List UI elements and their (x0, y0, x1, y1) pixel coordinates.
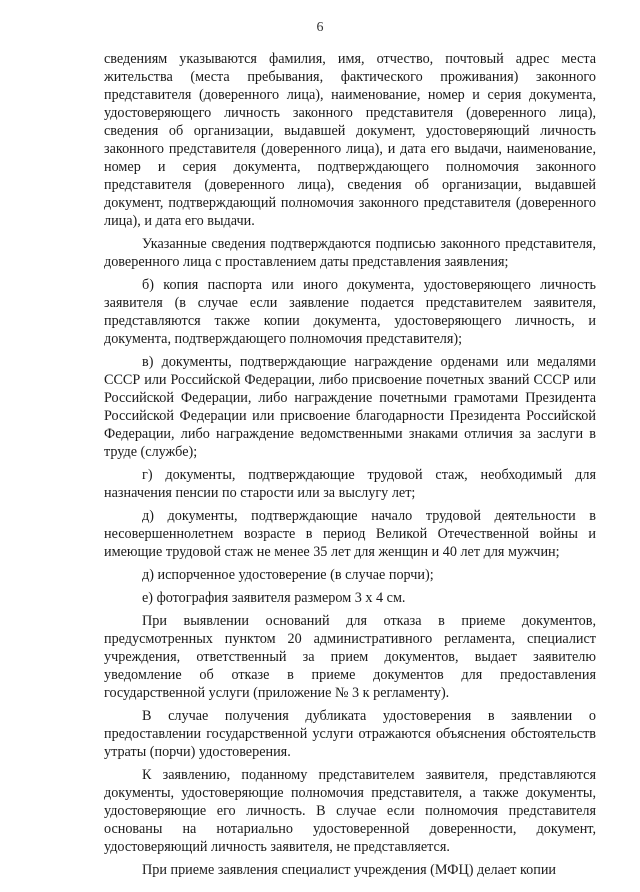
paragraph-item-g-work-experience: г) документы, подтверждающие трудовой стаж, необходимый для назначения пенсии по старости или за выслугу лет; (104, 467, 596, 501)
paragraph-representative-documents: К заявлению, поданному представителем заявителя, представляются документы, удостоверяющие полномочия представителя, а также документы, удостоверяющие его личность. В случае если полномочия представителя основаны на нотариально удостоверенной доверенности, документ, удостоверяющий личность заявителя, не представляется. (104, 767, 596, 855)
page-number: 6 (316, 20, 324, 35)
paragraph-refusal-grounds: При выявлении оснований для отказа в приеме документов, предусмотренных пунктом 20 административного регламента, специалист учреждения, ответственный за прием документов, выдает заявителю уведомление об отказе в приеме документов для предоставления государственной услуги (приложение № 3 к регламенту). (104, 613, 596, 701)
paragraph-item-v-award-documents: в) документы, подтверждающие награждение орденами или медалями СССР или Российской Федерации, либо присвоение почетных званий СССР или Российской Федерации, либо награждение почетными грамотами Президента Российской Федерации или присвоение благодарности Президента Российской Федерации, либо награждение ведомственными знаками отличия за заслуги в труде (службе); (104, 354, 596, 460)
paragraph-item-d-wartime-work: д) документы, подтверждающие начало трудовой деятельности в несовершеннолетнем возрасте в период Великой Отечественной войны и имеющие трудовой стаж не менее 35 лет для женщин и 40 лет для мужчин; (104, 508, 596, 560)
paragraph-item-d-damaged-certificate: д) испорченное удостоверение (в случае порчи); (142, 567, 434, 583)
paragraph-item-e-photo: е) фотография заявителя размером 3 х 4 см. (142, 590, 406, 606)
paragraph-duplicate-explanation: В случае получения дубликата удостоверения в заявлении о предоставлении государственной услуги отражаются объяснения обстоятельств утраты (порчи) удостоверения. (104, 708, 596, 760)
paragraph-signature-confirmation: Указанные сведения подтверждаются подписью законного представителя, доверенного лица с проставлением даты представления заявления; (104, 236, 596, 270)
paragraph-copies-intake: При приеме заявления специалист учреждения (МФЦ) делает копии (142, 862, 557, 878)
document-body (104, 50, 596, 884)
paragraph-applicant-representative-details: сведениям указываются фамилия, имя, отчество, почтовый адрес места жительства (места пребывания, фактического проживания) законного представителя (доверенного лица), наименование, номер и серия документа, удостоверяющего личность законного представителя (доверенного лица), сведения об организации, выдавшей документ, удостоверяющий личность законного представителя (доверенного лица), и дата его выдачи, наименование, номер и серия документа, подтверждающего полномочия законного представителя (доверенного лица), сведения об организации, выдавшей документ, подтверждающий полномочия законного представителя (доверенного лица), и дата его выдачи. (104, 51, 596, 229)
paragraph-item-b-passport-copy: б) копия паспорта или иного документа, удостоверяющего личность заявителя (в случае если заявление подается представителем заявителя, представляются также копии документа, удостоверяющего личность, и документа, подтверждающего полномочия представителя); (104, 277, 596, 347)
